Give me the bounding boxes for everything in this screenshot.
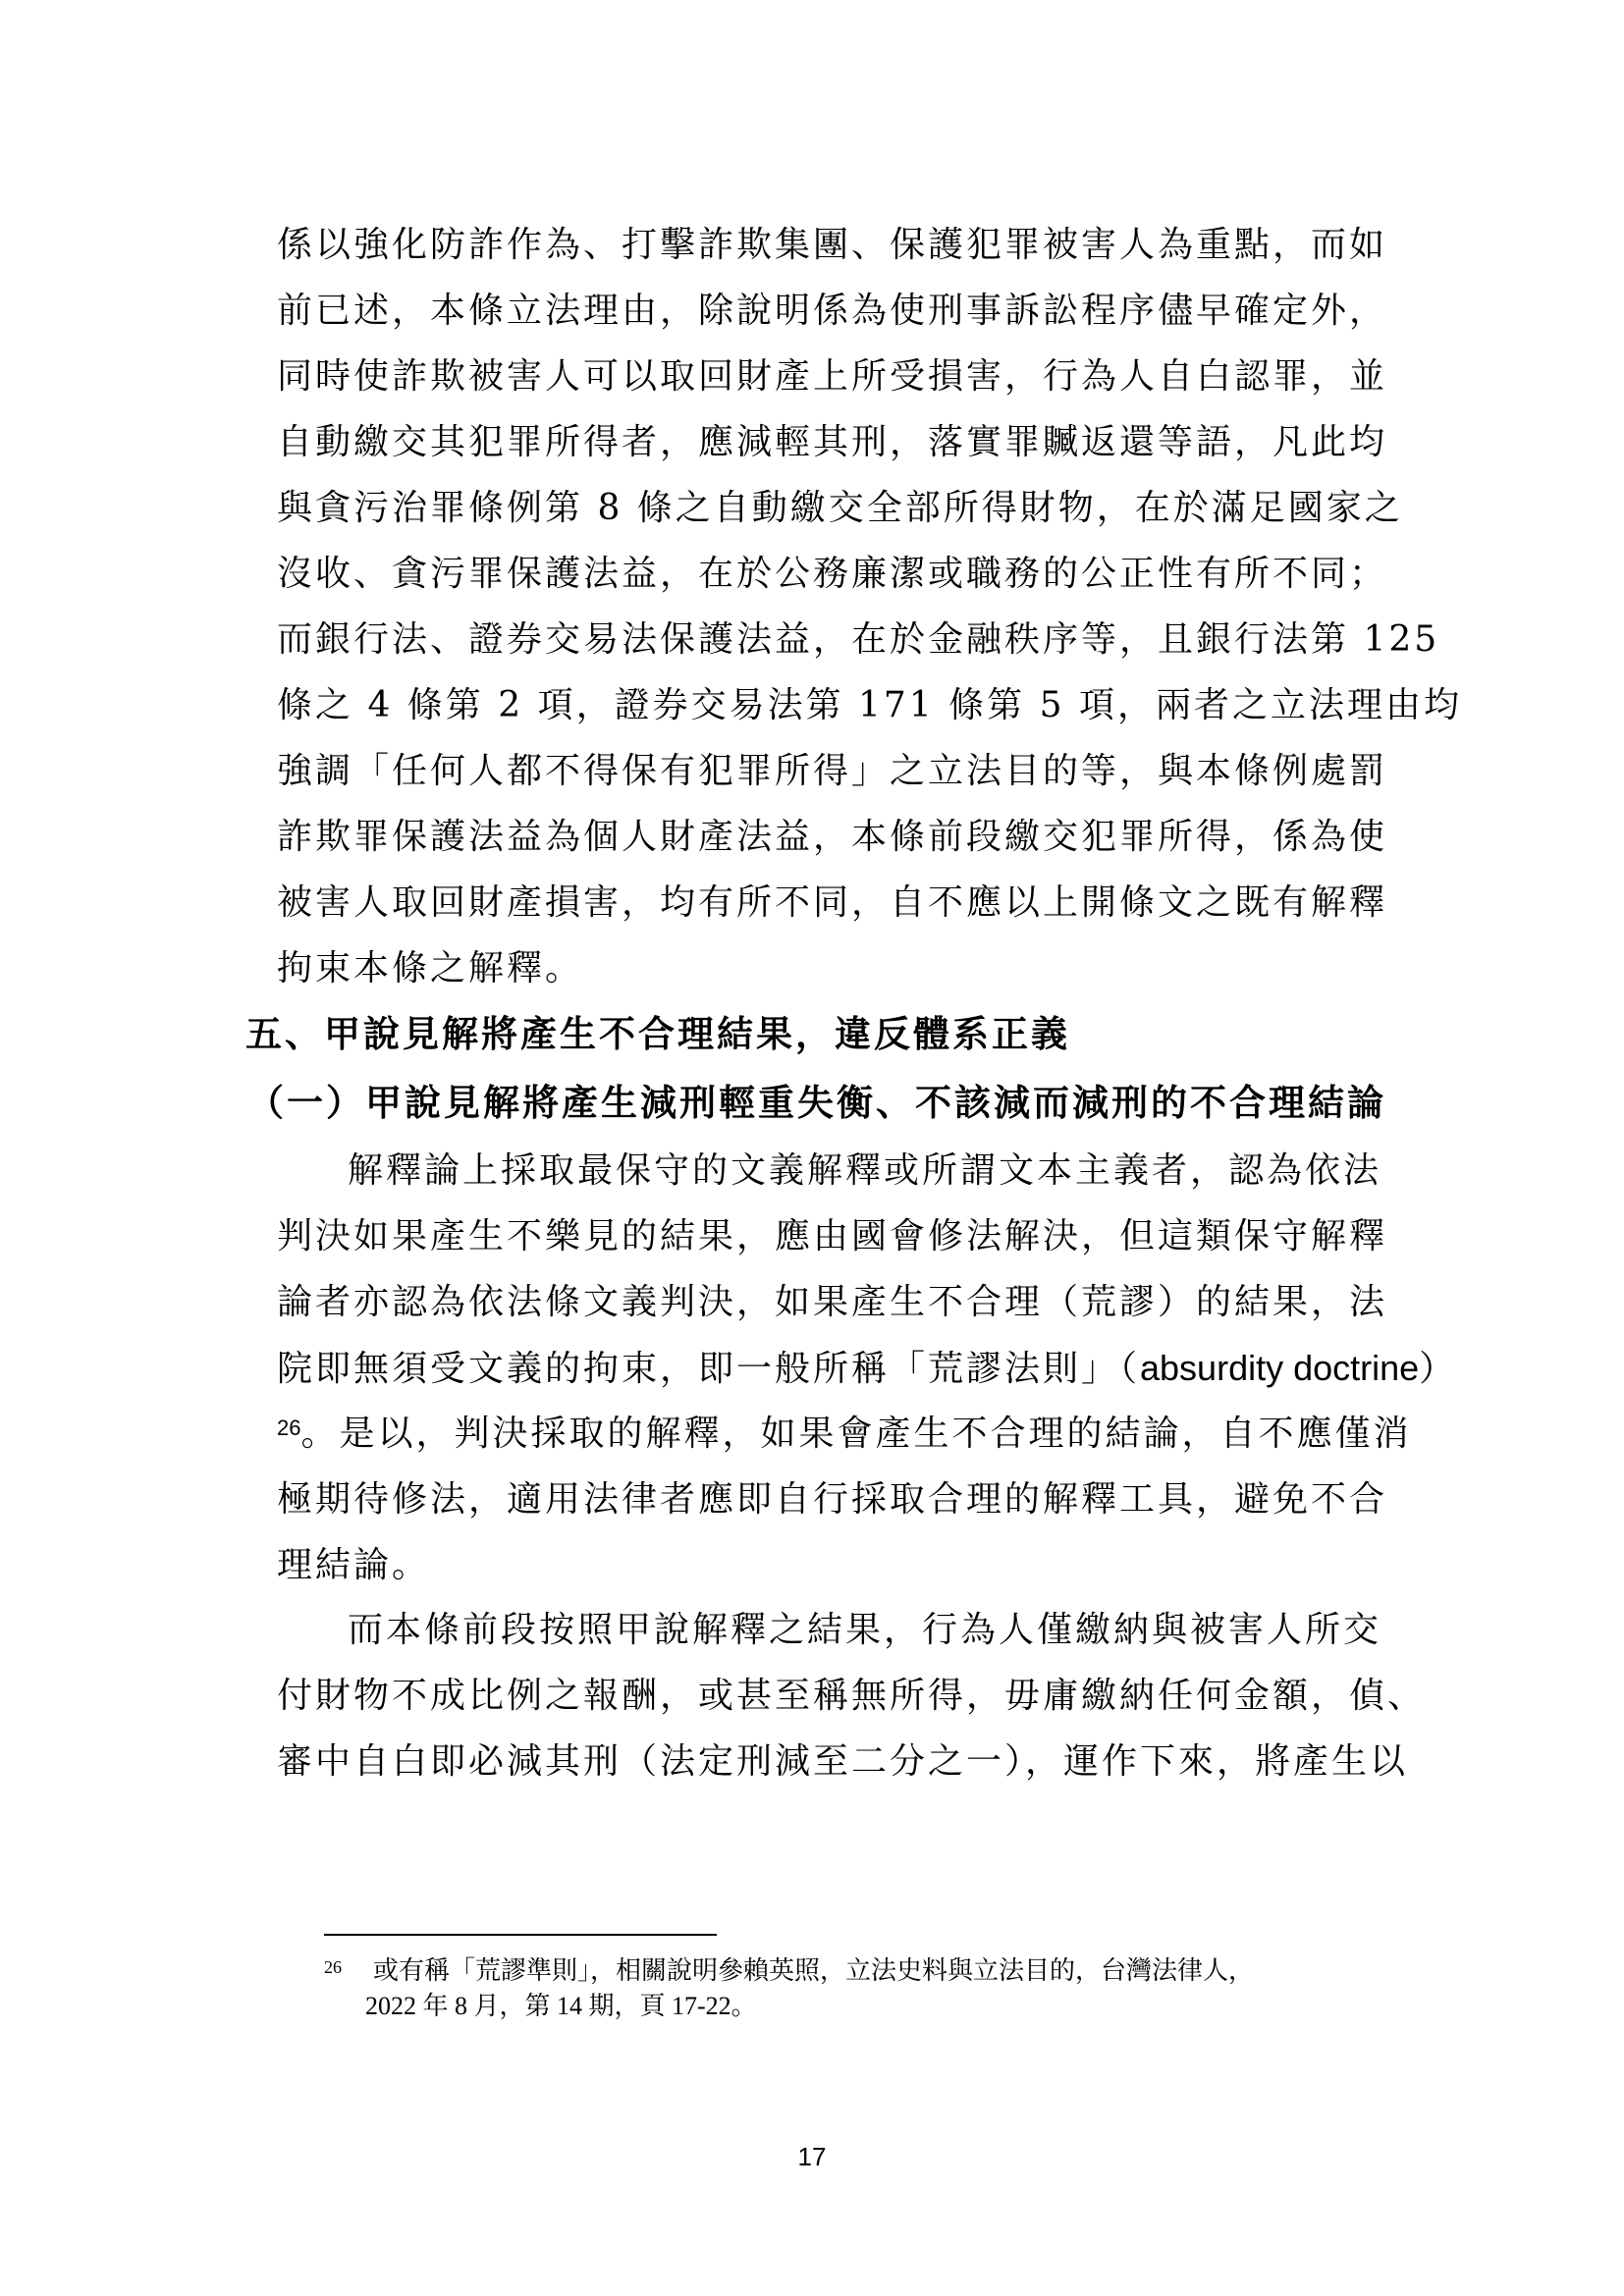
text-line: 論者亦認為依法條文義判決，如果產生不合理（荒謬）的結果，法 <box>277 1282 1388 1322</box>
text-line: 而銀行法、證券交易法保護法益，在於金融秩序等，且銀行法第 125 <box>277 619 1440 660</box>
text-line: 係以強化防詐作為、打擊詐欺集團、保護犯罪被害人為重點，而如 <box>277 225 1388 265</box>
text-segment: 。是以，判決採取的解釋，如果會產生不合理的結論，自不應僅消 <box>300 1414 1412 1454</box>
text-segment: ） <box>1419 1349 1458 1389</box>
text-line <box>277 1410 1412 1459</box>
text-line: 條之 4 條第 2 項，證券交易法第 171 條第 5 項，兩者之立法理由均 <box>277 685 1462 725</box>
text-line: 自動繳交其犯罪所得者，應減輕其刑，落實罪贓返還等語，凡此均 <box>277 422 1388 462</box>
footnote-reference[interactable]: 26 <box>277 1415 301 1440</box>
latin-term: absurdity doctrine <box>1140 1348 1420 1388</box>
footnote-number: 26 <box>324 1957 342 1977</box>
page-number: 17 <box>797 2142 827 2171</box>
footnote-text: 或有稱「荒謬準則」，相關說明參賴英照，立法史料與立法目的，台灣法律人， <box>373 1956 1255 1985</box>
text-line: 理結論。 <box>277 1545 431 1585</box>
text-line: 與貪污治罪條例第 8 條之自動繳交全部所得財物，在於滿足國家之 <box>277 488 1403 528</box>
text-line: 拘束本條之解釋。 <box>277 948 584 988</box>
text-line: 詐欺罪保護法益為個人財產法益，本條前段繳交犯罪所得，係為使 <box>277 817 1388 857</box>
text-line: 前已述，本條立法理由，除說明係為使刑事訴訟程序儘早確定外， <box>277 291 1388 331</box>
text-line: 而本條前段按照甲說解釋之結果，行為人僅繳納與被害人所交 <box>348 1610 1382 1650</box>
text-line: 審中自白即必減其刑（法定刑減至二分之一），運作下來，將產生以 <box>277 1741 1409 1782</box>
text-line: 同時使詐欺被害人可以取回財產上所受損害，行為人自白認罪，並 <box>277 356 1388 397</box>
text-segment: 院即無須受文義的拘束，即一般所稱「荒謬法則」（ <box>277 1349 1141 1389</box>
text-line: 沒收、貪污罪保護法益，在於公務廉潔或職務的公正性有所不同； <box>277 554 1388 594</box>
footnote-text: 2022 年 8 月，第 14 期，頁 17-22。 <box>365 1992 757 2020</box>
text-line: 被害人取回財產損害，均有所不同，自不應以上開條文之既有解釋 <box>277 882 1388 923</box>
text-line: 判決如果產生不樂見的結果，應由國會修法解決，但這類保守解釋 <box>277 1216 1388 1256</box>
section-heading: 五、甲說見解將產生不合理結果，違反體系正義 <box>245 1012 1070 1055</box>
text-line: 極期待修法，適用法律者應即自行採取合理的解釋工具，避免不合 <box>277 1479 1388 1520</box>
text-line: 解釋論上採取最保守的文義解釋或所謂文本主義者，認為依法 <box>348 1150 1382 1191</box>
footnote-separator <box>324 1934 717 1936</box>
text-line <box>277 1344 1457 1393</box>
text-line: 付財物不成比例之報酬，或甚至稱無所得，毋庸繳納任何金額，偵、 <box>277 1676 1427 1716</box>
subsection-heading: （一）甲說見解將產生減刑輕重失衡、不該減而減刑的不合理結論 <box>247 1081 1386 1124</box>
text-line: 強調「任何人都不得保有犯罪所得」之立法目的等，與本條例處罰 <box>277 751 1388 791</box>
